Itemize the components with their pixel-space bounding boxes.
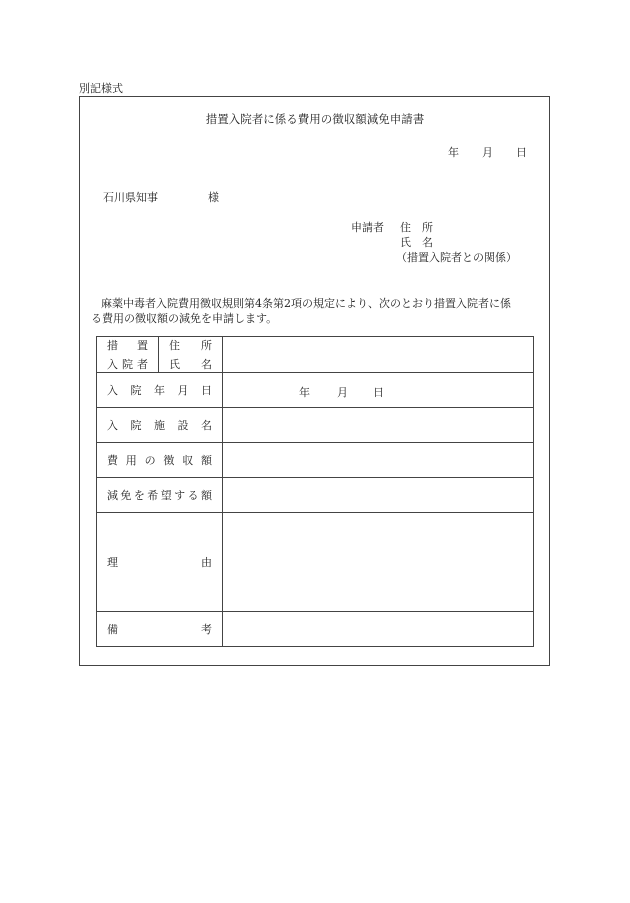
applicant-address-char2: 所 — [422, 221, 433, 234]
facility-label-char: 施 — [154, 419, 165, 432]
admission-date-label-char: 年 — [154, 384, 165, 397]
name-label-char: 名 — [201, 358, 212, 371]
reduction-label-char: 希 — [147, 489, 159, 502]
admission-date-year: 年 — [299, 386, 310, 399]
patient-label-char: 者 — [137, 358, 148, 371]
fee-label-char: 額 — [200, 454, 212, 467]
patient-value-cell[interactable] — [223, 337, 534, 373]
admission-date-label-char: 入 — [107, 384, 118, 397]
remarks-label-char: 備 — [107, 623, 118, 636]
patient-label-char: 措 — [107, 339, 118, 352]
fee-label-char: 徴 — [163, 454, 175, 467]
admission-date-month: 月 — [337, 386, 348, 399]
fee-label-char: 費 — [107, 454, 118, 467]
admission-date-day: 日 — [373, 386, 384, 399]
reduction-label-char: る — [187, 489, 199, 502]
remarks-value-cell[interactable] — [223, 612, 534, 647]
reduction-value-cell[interactable] — [223, 478, 534, 513]
reason-value-cell[interactable] — [223, 513, 534, 612]
table-row-facility — [97, 408, 534, 443]
date-month: 月 — [482, 146, 493, 159]
applicant-address-char1: 住 — [400, 221, 411, 234]
reason-label-char: 理 — [107, 556, 118, 569]
address-label-char: 所 — [201, 339, 212, 352]
admission-date-value-cell[interactable] — [223, 373, 534, 408]
form-title: 措置入院者に係る費用の徴収額減免申請書 — [205, 112, 425, 126]
facility-label-cell — [97, 408, 223, 443]
name-label-char: 氏 — [169, 358, 180, 371]
facility-label-char: 名 — [201, 419, 212, 432]
table-row-reason — [97, 513, 534, 612]
table-row-fee — [97, 443, 534, 478]
remarks-label-cell — [97, 612, 223, 647]
patient-label-char: 置 — [137, 339, 148, 352]
admission-date-label-cell — [97, 373, 223, 408]
fee-label-char: 用 — [125, 454, 137, 467]
patient-label-cell — [97, 337, 159, 373]
reason-label-char: 由 — [201, 556, 212, 569]
addressee-honorific: 様 — [208, 191, 219, 204]
date-year: 年 — [448, 146, 459, 159]
remarks-label-char: 考 — [201, 623, 212, 636]
reduction-label-char: を — [133, 489, 145, 502]
addressee-name: 石川県知事 — [103, 191, 158, 204]
reduction-label-char: 免 — [120, 489, 132, 502]
fee-value-cell[interactable] — [223, 443, 534, 478]
patient-label-char: 院 — [122, 358, 133, 371]
reason-label-cell — [97, 513, 223, 612]
date-day: 日 — [516, 146, 527, 159]
body-text-line2: る費用の徴収額の減免を申請します。 — [91, 312, 278, 325]
fee-label-char: 収 — [182, 454, 194, 467]
patient-label-char: 入 — [107, 358, 118, 371]
table-row-admission-date — [97, 373, 534, 408]
facility-label-char: 院 — [130, 419, 142, 432]
fee-label-cell — [97, 443, 223, 478]
fee-label-char: の — [144, 454, 156, 467]
reduction-label-char: 額 — [200, 489, 212, 502]
reduction-label-char: す — [174, 489, 186, 502]
form-label: 別記様式 — [79, 82, 123, 95]
body-text-line1: 麻薬中毒者入院費用徴収規則第4条第2項の規定により、次のとおり措置入院者に係 — [101, 297, 511, 310]
applicant-name-char1: 氏 — [400, 236, 411, 249]
applicant-name-char2: 名 — [422, 236, 433, 249]
facility-value-cell[interactable] — [223, 408, 534, 443]
address-label-char: 住 — [169, 339, 180, 352]
table-row-patient — [97, 337, 534, 373]
patient-sub-label-cell — [159, 337, 223, 373]
table-row-remarks — [97, 612, 534, 647]
reduction-label-char: 望 — [160, 489, 172, 502]
table-row-reduction — [97, 478, 534, 513]
admission-date-label-char: 日 — [201, 384, 212, 397]
application-table — [96, 336, 534, 647]
reduction-label-char: 減 — [107, 489, 118, 502]
reduction-label-cell — [97, 478, 223, 513]
facility-label-char: 入 — [107, 419, 118, 432]
applicant-label: 申請者 — [351, 221, 384, 234]
admission-date-label-char: 月 — [177, 384, 189, 397]
admission-date-label-char: 院 — [130, 384, 142, 397]
facility-label-char: 設 — [177, 419, 189, 432]
applicant-relation: （措置入院者との関係） — [396, 251, 517, 264]
